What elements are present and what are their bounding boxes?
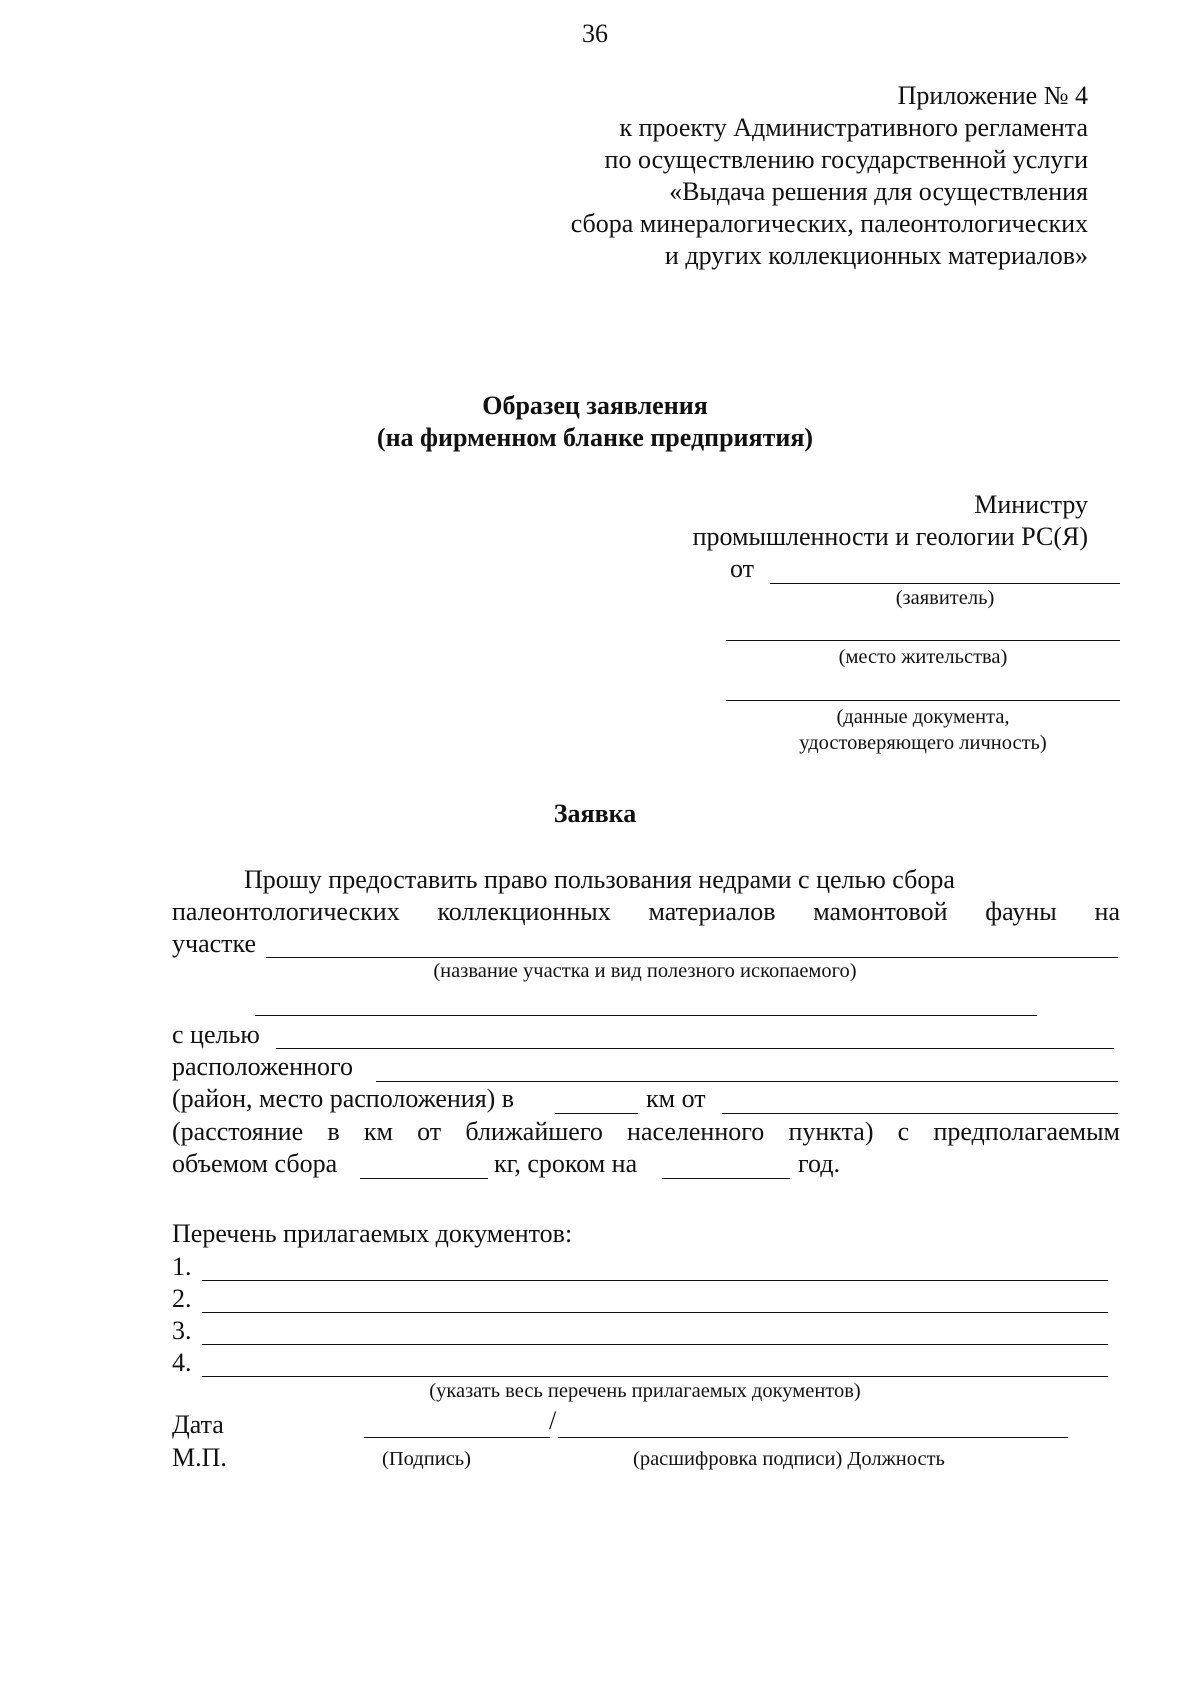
attachment-field[interactable] — [202, 1312, 1108, 1313]
applicant-caption: (заявитель) — [895, 587, 995, 609]
attachment-field[interactable] — [202, 1280, 1108, 1281]
signature-decoding-field[interactable] — [558, 1437, 1068, 1438]
sample-subtitle: (на фирменном бланке предприятия) — [376, 423, 814, 452]
appendix-header — [388, 80, 1088, 272]
addressee-line-1: Министру — [974, 490, 1088, 519]
purpose-label: с целью — [172, 1020, 260, 1049]
applicant-field[interactable] — [770, 583, 1120, 584]
distance-line: (расстояние в км от ближайшего населенного пункта) с предполагаемым — [172, 1117, 1120, 1146]
attachment-field[interactable] — [202, 1376, 1108, 1377]
appendix-line: и других коллекционных материалов» — [664, 241, 1088, 270]
attachments-caption: (указать весь перечень прилагаемых документов) — [429, 1380, 861, 1402]
id-caption-2: удостоверяющего личность) — [799, 732, 1047, 754]
date-label: Дата — [172, 1410, 224, 1439]
appendix-line: «Выдача решения для осуществления — [669, 177, 1088, 206]
year-label: год. — [798, 1149, 840, 1178]
appendix-line: по осуществлению государственной услуги — [604, 145, 1088, 174]
request-para-line-2: палеонтологических коллекционных материалов мамонтовой фауны на — [172, 897, 1120, 926]
attachments-title: Перечень прилагаемых документов: — [172, 1219, 573, 1248]
id-document-field[interactable] — [726, 700, 1120, 701]
located-field[interactable] — [376, 1081, 1118, 1082]
request-title: Заявка — [553, 799, 637, 828]
site-label: участке — [172, 929, 257, 958]
attachment-number: 2. — [172, 1284, 192, 1313]
signature-separator: / — [549, 1406, 557, 1435]
volume-field[interactable] — [360, 1178, 488, 1179]
residence-caption: (место жительства) — [838, 646, 1008, 668]
signature-caption: (Подпись) — [382, 1448, 471, 1470]
residence-field[interactable] — [726, 640, 1120, 641]
attachment-field[interactable] — [202, 1344, 1108, 1345]
attachment-number: 4. — [172, 1348, 192, 1377]
addressee-line-2: промышленности и геологии РС(Я) — [692, 522, 1088, 551]
from-label: от — [730, 554, 755, 583]
site-field-continued[interactable] — [255, 1015, 1037, 1016]
attachment-number: 1. — [172, 1252, 192, 1281]
km-from-label: км от — [646, 1084, 706, 1113]
distance-km-field[interactable] — [555, 1113, 638, 1114]
district-label: (район, место расположения) в — [172, 1084, 515, 1113]
sample-title: Образец заявления — [482, 391, 708, 420]
site-caption: (название участка и вид полезного ископаемого) — [433, 960, 857, 982]
kg-term-label: кг, сроком на — [494, 1149, 638, 1178]
nearest-settlement-field[interactable] — [722, 1113, 1118, 1114]
signature-field[interactable] — [364, 1437, 550, 1438]
located-label: расположенного — [172, 1052, 353, 1081]
request-para-line-1: Прошу предоставить право пользования недрами с целью сбора — [244, 865, 955, 894]
attachment-number: 3. — [172, 1316, 192, 1345]
seal-label: М.П. — [172, 1443, 227, 1472]
page-number: 36 — [582, 19, 608, 48]
purpose-field[interactable] — [276, 1048, 1114, 1049]
volume-label: объемом сбора — [172, 1149, 338, 1178]
appendix-line: к проекту Административного регламента — [619, 113, 1088, 142]
appendix-line: сбора минералогических, палеонтологических — [570, 209, 1088, 238]
decoding-caption: (расшифровка подписи) Должность — [633, 1448, 945, 1470]
id-caption-1: (данные документа, — [836, 706, 1010, 728]
appendix-line: Приложение № 4 — [897, 81, 1088, 110]
term-field[interactable] — [662, 1178, 790, 1179]
